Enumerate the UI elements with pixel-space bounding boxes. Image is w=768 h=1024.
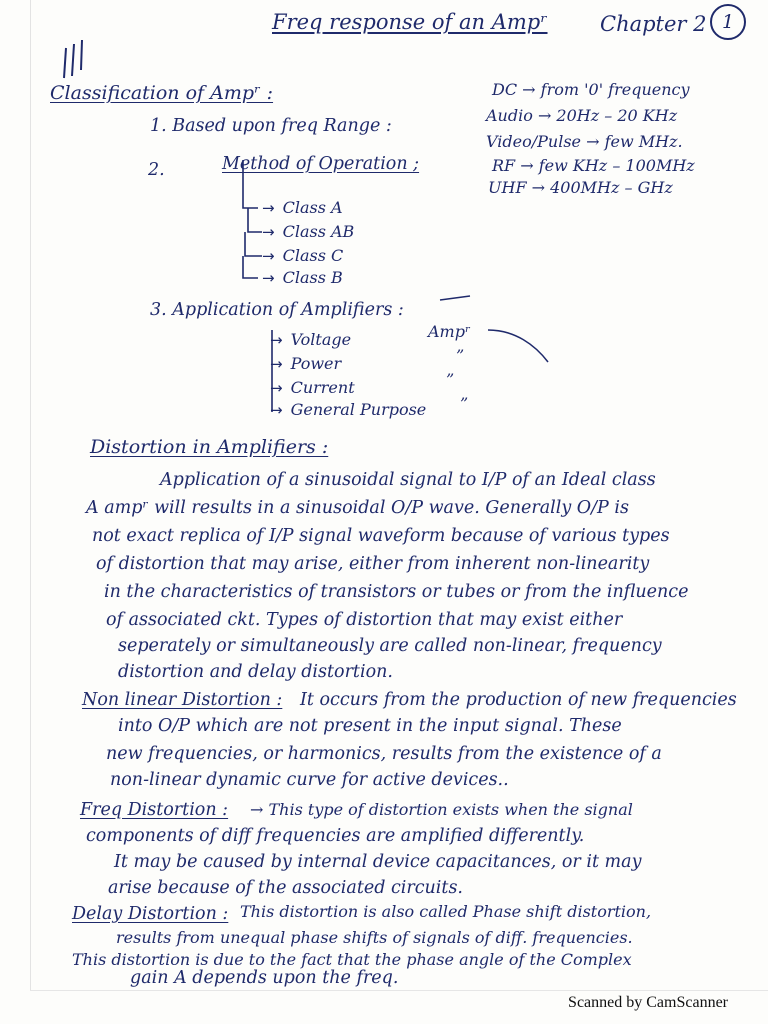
application-item: → General Purpose [270,400,427,419]
classification-item-2-number: 2. [148,160,165,180]
amp-label: Ampʳ [428,322,471,341]
distortion-line: distortion and delay distortion. [118,662,393,682]
nonlinear-line: into O/P which are not present in the input signal. These [118,716,622,736]
application-item: → Current [270,378,355,397]
ditto-mark: ” [446,370,455,389]
distortion-heading: Distortion in Amplifiers : [90,436,329,458]
page-number: 1 [710,4,746,40]
distortion-line: not exact replica of I/P signal waveform because of various types [92,526,670,546]
freq-range-dc: DC → from '0' frequency [492,80,690,99]
page-bottom-edge [30,990,768,991]
nonlinear-line: new frequencies, or harmonics, results from the existence of a [106,744,662,764]
application-item: → Voltage [270,330,352,349]
application-item: → Power [270,354,342,373]
distortion-line: Application of a sinusoidal signal to I/P of an Ideal class [160,470,656,490]
scanner-watermark: Scanned by CamScanner [568,994,728,1011]
freq-distortion-line: components of diff frequencies are amplified differently. [86,826,585,846]
distortion-line: of associated ckt. Types of distortion that may exist either [106,610,623,630]
ditto-mark: ” [456,346,465,365]
delay-line: This distortion is also called Phase shift distortion, [240,902,652,921]
freq-distortion-heading: Freq Distortion : [80,800,229,820]
freq-range-rf: RF → few KHz – 100MHz [492,156,695,175]
freq-range-uhf: UHF → 400MHz – GHz [488,178,673,197]
distortion-line: A ampʳ will results in a sinusoidal O/P wave. Generally O/P is [86,498,629,518]
delay-line: results from unequal phase shifts of signals of diff. frequencies. [116,928,633,947]
delay-line: This distortion is due to the fact that the phase angle of the Complex [72,950,632,969]
freq-range-video: Video/Pulse → few MHz. [486,132,683,151]
freq-distortion-line: → This type of distortion exists when the signal [250,800,633,819]
classification-item-1: 1. Based upon freq Range : [150,116,392,136]
delay-line: gain A depends upon the freq. [130,968,399,988]
class-item: → Class A [262,198,343,217]
distortion-line: seperately or simultaneously are called non-linear, frequency [118,636,662,656]
freq-distortion-line: It may be caused by internal device capacitances, or it may [114,852,642,872]
distortion-line: of distortion that may arise, either from inherent non-linearity [96,554,650,574]
class-item: → Class B [262,268,343,287]
page-title: Freq response of an Ampʳ [272,10,548,34]
nonlinear-line: non-linear dynamic curve for active devices.. [110,770,509,790]
classification-item-3: 3. Application of Amplifiers : [150,300,404,320]
freq-distortion-line: arise because of the associated circuits. [108,878,463,898]
nonlinear-heading: Non linear Distortion : [82,690,283,710]
distortion-line: in the characteristics of transistors or tubes or from the influence [104,582,689,602]
chapter-label: Chapter 2 [600,12,707,36]
classification-item-2: Method of Operation ; [222,154,420,174]
class-item: → Class C [262,246,344,265]
delay-heading: Delay Distortion : [72,904,229,924]
freq-range-audio: Audio → 20Hz – 20 KHz [486,106,678,125]
ditto-mark: ” [460,394,469,413]
class-item: → Class AB [262,222,355,241]
classification-heading: Classification of Ampʳ : [50,82,274,104]
nonlinear-line: It occurs from the production of new frequencies [300,690,737,710]
